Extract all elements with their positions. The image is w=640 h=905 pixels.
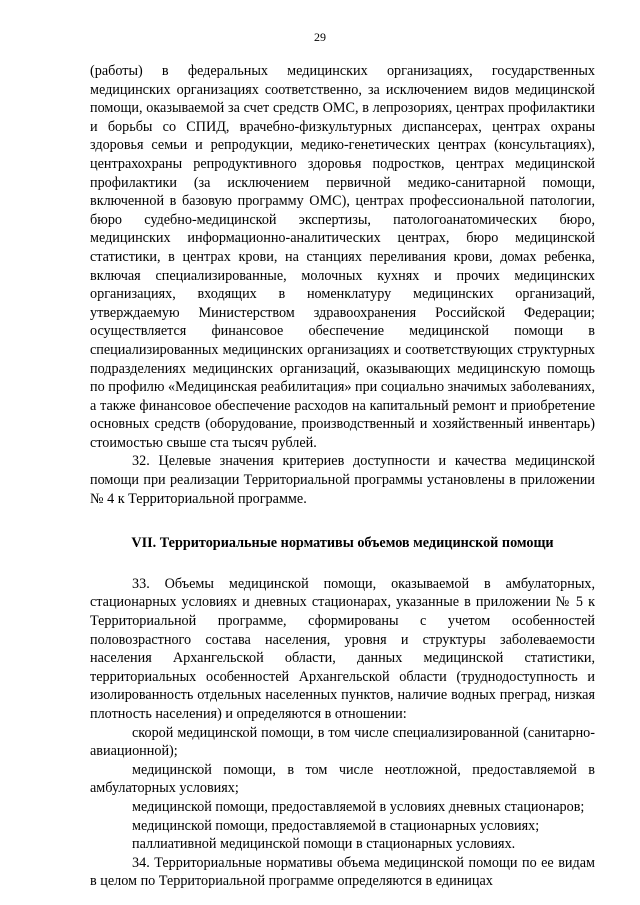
list-item-ambulance-care: скорой медицинской помощи, в том числе специализированной (санитарно-авиационной); bbox=[90, 724, 595, 760]
list-item-palliative-care: паллиативной медицинской помощи в стационарных условиях. bbox=[132, 836, 516, 853]
paragraph-34: 34. Территориальные нормативы объема медицинской помощи по ее видам в целом по Территориальной программе определяются в единицах bbox=[90, 854, 595, 890]
paragraph-32: 32. Целевые значения критериев доступности и качества медицинской помощи при реализации Территориальной программы установлены в приложении № 4 к Территориальной программе. bbox=[90, 453, 595, 507]
list-item-day-hospital-care: медицинской помощи, предоставляемой в условиях дневных стационаров; bbox=[132, 798, 585, 815]
list-item-outpatient-care: медицинской помощи, в том числе неотложной, предоставляемой в амбулаторных условиях; bbox=[90, 761, 595, 797]
list-item-inpatient-care: медицинской помощи, предоставляемой в стационарных условиях; bbox=[132, 817, 540, 834]
paragraph-continuation: (работы) в федеральных медицинских организациях, государственных медицинских организациях соответственно, за исключением видов медицинской помощи, оказываемой за счет средств ОМС, в лепрозориях, центрах профилактики и борьбы со СПИД, врачебно-физкультурных диспансерах, центрах охраны здоровья семьи и репродукции, медико-генетических центрах (консультациях), центрахохраны репродуктивного здоровья подростков, центрах медицинской профилактики (за исключением первичной медико-санитарной помощи, включенной в базовую программу ОМС), центрах профессиональной патологии, бюро судебно-медицинской экспертизы, патологоанатомических бюро, медицинских информационно-аналитических центрах, бюро медицинской статистики, в центрах крови, на станциях переливания крови, домах ребенка, включая специализированные, молочных кухнях и прочих медицинских организациях, входящих в номенклатуру медицинских организаций, утверждаемую Министерством здравоохранения Российской Федерации; осуществляется финансовое обеспечение медицинской помощи в специализированных медицинских организациях и соответствующих структурных подразделениях медицинских организаций, оказывающих медицинскую помощь по профилю «Медицинская реабилитация» при социально значимых заболеваниях, а также финансовое обеспечение расходов на капитальный ремонт и приобретение основных средств (оборудование, производственный и хозяйственный инвентарь) стоимостью свыше ста тысяч рублей. bbox=[90, 63, 595, 451]
paragraph-33: 33. Объемы медицинской помощи, оказываемой в амбулаторных, стационарных условиях и дневных стационарах, указанные в приложении № 5 к Территориальной программе, сформированы с учетом особенностей половозрастного состава населения, уровня и структуры заболеваемости населения Архангельской области, данных медицинской статистики, территориальных особенностей Архангельской области (труднодоступность и изолированность отдельных населенных пунктов, наличие водных преград, низкая плотность населения) и определяются в отношении: bbox=[90, 575, 595, 722]
section-heading: VII. Территориальные нормативы объемов медицинской помощи bbox=[131, 535, 554, 552]
document-body bbox=[90, 62, 595, 891]
page-number: 29 bbox=[314, 30, 326, 44]
